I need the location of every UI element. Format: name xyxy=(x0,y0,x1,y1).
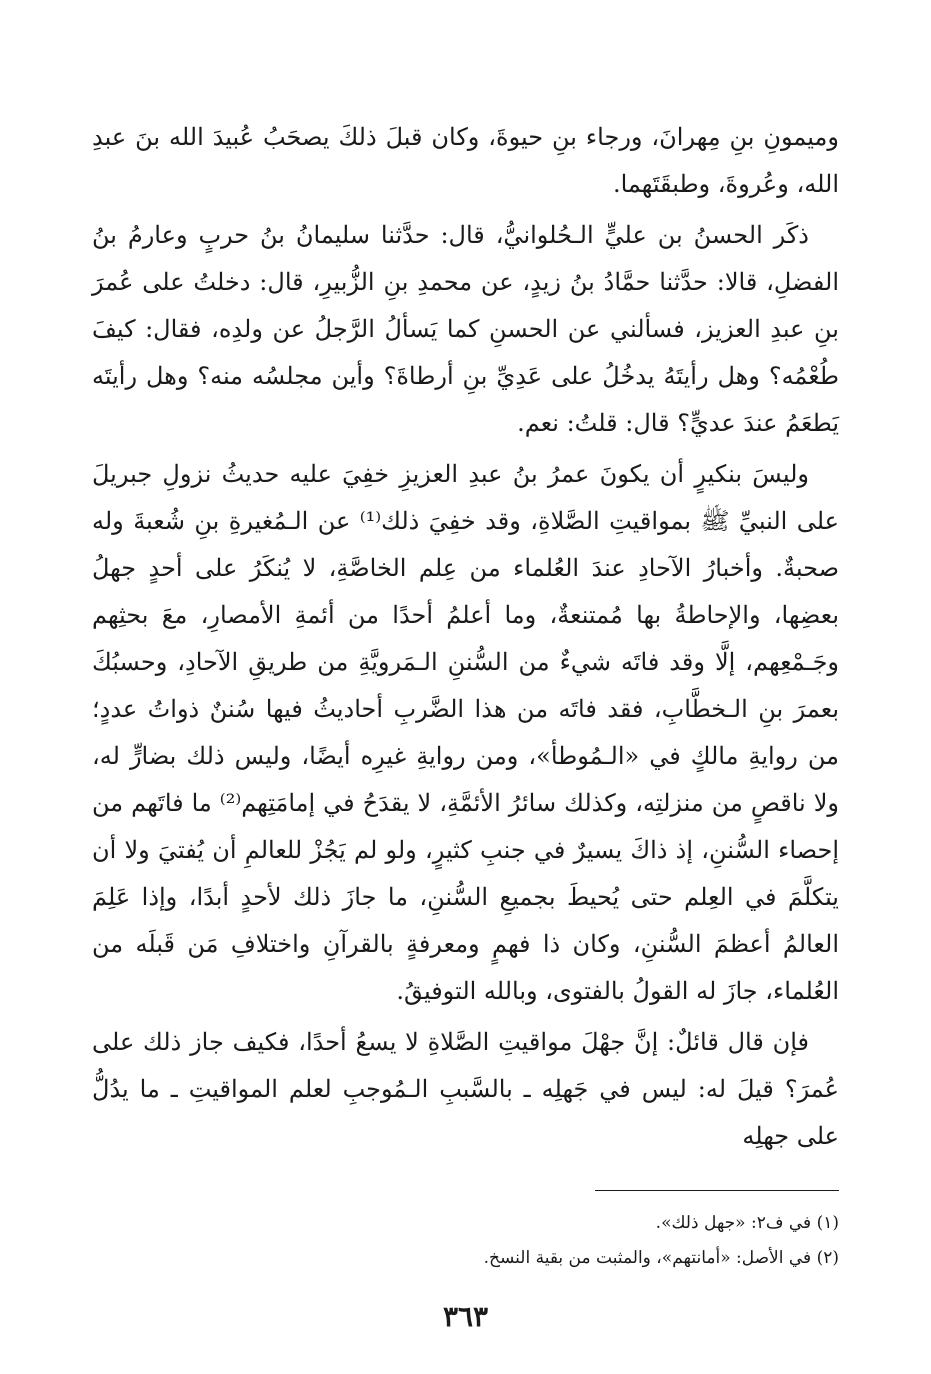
footnote-1: (١) في ف٢: «جهل ذلك». xyxy=(655,1213,839,1233)
paragraph-2: ذكَر الحسنُ بن عليٍّ الـحُلوانيُّ، قال: حدَّثنا سليمانُ بنُ حربٍ وعارمُ بنُ الفضلِ، قالا: حدَّثنا حمَّادُ بنُ زيدٍ، عن محمدِ بنِ الزُّبيرِ، قال: دخلتُ على عُمرَ بنِ عبدِ العزيز، فسألني عن الحسنِ كما يَسألُ الرَّجلُ عن ولدِه، فقال: كيفَ طُعْمُه؟ وهل رأيتَهُ يدخُلُ على عَدِيِّ بنِ أرطاةَ؟ وأين مجلسُه منه؟ وهل رأيتَه يَطعَمُ عندَ عديٍّ؟ قال: قلتُ: نعم. xyxy=(92,221,839,437)
paragraph-3: وليسَ بنكيرٍ أن يكونَ عمرُ بنُ عبدِ العزيزِ خفِيَ عليه حديثُ نزولِ جبريلَ على النبيِّ ﷺ بمواقيتِ الصَّلاةِ، وقد خفِيَ ذلك⁽¹⁾ عن الـمُغيرةِ بنِ شُعبةَ وله صحبةٌ. وأخبارُ الآحادِ عندَ العُلماء من عِلم الخاصَّةِ، لا يُنكَرُ على أحدٍ جهلُ بعضِها، والإحاطةُ بها مُمتنعةٌ، وما أعلمُ أحدًا من أئمةِ الأمصارِ، معَ بحثِهم وجَـمْعِهم، إلَّا وقد فاتَه شيءٌ من السُّننِ الـمَرويَّةِ من طريقِ الآحادِ، وحسبُكَ بعمرَ بنِ الـخطَّابِ، فقد فاتَه من هذا الضَّربِ أحاديثُ فيها سُننٌ ذواتُ عددٍ؛ من روايةِ مالكٍ في «الـمُوطأ»، ومن روايةِ غيرِه أيضًا، وليس ذلك بضارٍّ له، ولا ناقصٍ من منزلتِه، وكذلك سائرُ الأئمَّةِ، لا يقدَحُ في إمامَتِهم⁽²⁾ ما فاتَهم من إحصاء السُّننِ، إذ ذاكَ يسيرٌ في جنبِ كثيرٍ، ولو لم يَجُزْ للعالمِ أن يُفتيَ ولا أن يتكلَّمَ في العِلم حتى يُحيطَ بجميعِ السُّننِ، ما جازَ ذلك لأحدٍ أبدًا، وإذا عَلِمَ العالمُ أعظمَ السُّننِ، وكان ذا فهمٍ ومعرفةٍ بالقرآنِ واختلافِ مَن قَبلَه من العُلماء، جازَ له القولُ بالفتوى، وبالله التوفيقُ. xyxy=(92,460,840,1005)
footnote-2: (٢) في الأصل: «أمانتهم»، والمثبت من بقية النسخ. xyxy=(483,1248,839,1268)
paragraph-1: وميمونِ بنِ مِهرانَ، ورجاء بنِ حيوةَ، وكان قبلَ ذلكَ يصحَبُ عُبيدَ الله بنَ عبدِ الله، وعُروةَ، وطبقَتَهما. xyxy=(92,123,839,198)
paragraph-4: فإن قال قائلٌ: إنَّ جهْلَ مواقيتِ الصَّلاةِ لا يسعُ أحدًا، فكيف جاز ذلك على عُمرَ؟ قيلَ له: ليس في جَهلِه ـ بالسَّببِ الـمُوجبِ لعلم المواقيتِ ـ ما يدُلُّ على جهلِه xyxy=(92,1028,840,1150)
body-text xyxy=(92,114,839,1164)
footnote-divider xyxy=(595,1190,839,1191)
page-number: ٣٦٣ xyxy=(442,1300,489,1333)
footnotes xyxy=(92,1206,839,1276)
